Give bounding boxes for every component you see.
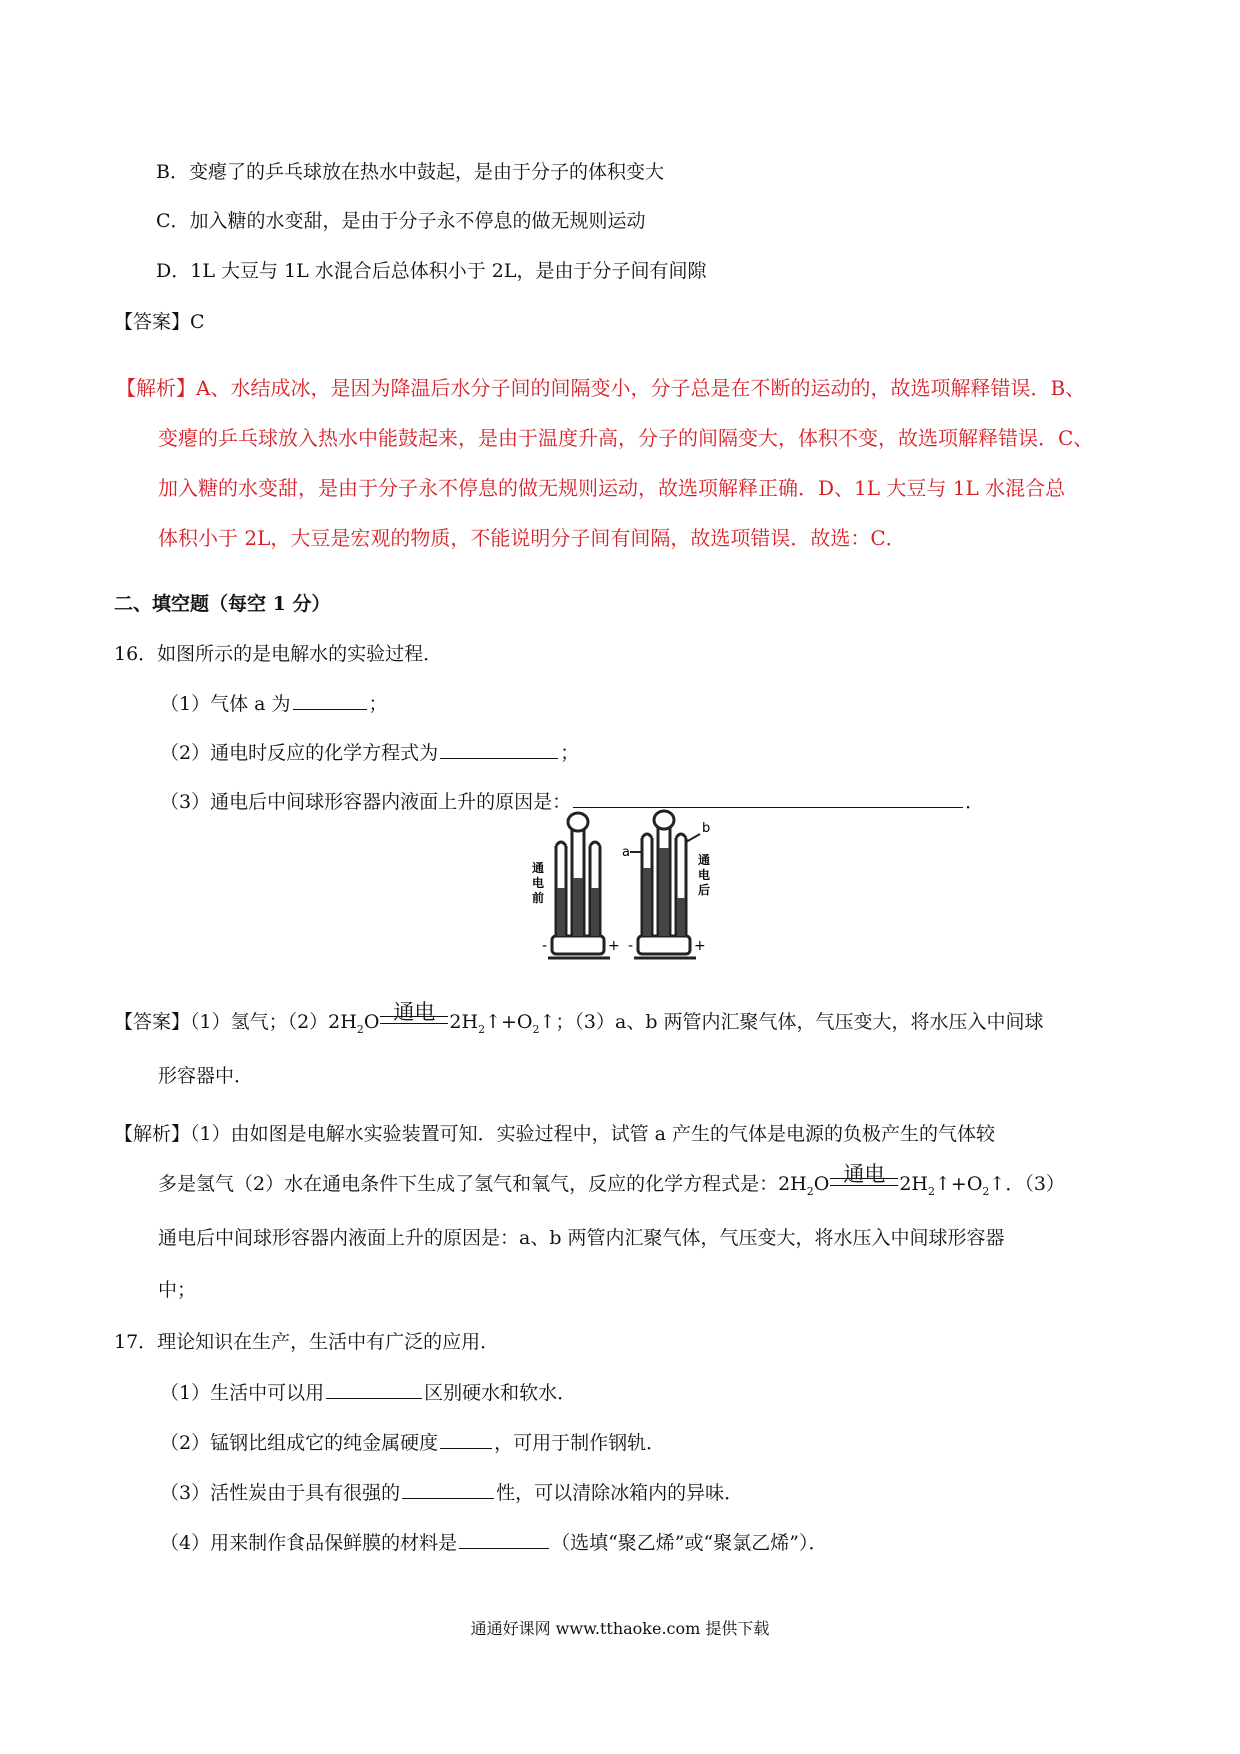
q17-part-3 <box>160 1478 743 1507</box>
option-b: B．变瘪了的乒乓球放在热水中鼓起，是由于分子的体积变大 <box>156 161 664 183</box>
q17-p3-end: 性，可以清除冰箱内的异味． <box>496 1482 744 1504</box>
q16-analysis-sub: 2 <box>806 1184 814 1198</box>
q16-p2-blank[interactable] <box>440 738 558 759</box>
q16-answer-sub: 2 <box>532 1022 540 1036</box>
q16-answer-mid: ↑+O <box>485 1011 533 1033</box>
q16-reaction-condition <box>379 1000 449 1036</box>
q17-part-1 <box>160 1378 576 1407</box>
figure-minus-left: - <box>542 938 548 954</box>
q16-analysis-sub: 2 <box>982 1184 990 1198</box>
figure-label-a: a <box>622 845 630 860</box>
q17-p4-blank[interactable] <box>459 1528 549 1549</box>
q16-answer <box>114 1000 1044 1044</box>
q16-analysis-text: 多是氢气（2）水在通电条件下生成了氢气和氧气，反应的化学方程式是：2H <box>158 1173 807 1195</box>
figure-plus-left: + <box>608 938 620 954</box>
figure-plus-right: + <box>694 938 706 954</box>
q17-p1-end: 区别硬水和软水． <box>424 1382 577 1404</box>
q16-answer-h: 2H <box>449 1011 479 1033</box>
q17-p1-blank[interactable] <box>326 1378 422 1399</box>
q16-p3-end: ． <box>965 791 985 813</box>
q16-analysis-o: O <box>813 1173 830 1195</box>
q17-p3-blank[interactable] <box>402 1478 494 1499</box>
q16-p2-end: ； <box>560 742 580 764</box>
q16-analysis-sub: 2 <box>928 1184 935 1198</box>
q16-analysis-line-3: 通电后中间球形容器内液面上升的原因是：a、b 两管内汇聚气体，气压变大，将水压入中间球形容器 <box>158 1227 1005 1249</box>
q16-answer-o: O <box>363 1011 380 1033</box>
q16-analysis-line-2 <box>158 1162 1065 1206</box>
q16-p1-text: （1）气体 a 为 <box>160 693 291 715</box>
q17-part-2 <box>160 1428 665 1457</box>
q16-p2-text: （2）通电时反应的化学方程式为 <box>160 742 439 764</box>
q16-part-2 <box>160 738 579 767</box>
figure-label-before: 通电前 <box>532 861 545 905</box>
q16-analysis-reaction-condition <box>829 1162 899 1198</box>
analysis-line-4: 体积小于 2L，大豆是宏观的物质，不能说明分子间有间隔，故选项错误．故选：C． <box>158 526 906 550</box>
q17-p3-text: （3）活性炭由于具有很强的 <box>160 1482 401 1504</box>
figure-label-after: 通电后 <box>698 853 711 897</box>
figure-minus-right: - <box>628 938 634 954</box>
q16-p1-end: ； <box>368 693 388 715</box>
q16-p3-blank[interactable] <box>573 787 963 808</box>
q16-p3-text: （3）通电后中间球形容器内液面上升的原因是： <box>160 791 572 813</box>
q17-p2-blank[interactable] <box>440 1428 492 1449</box>
q16-analysis-line-1: 【解析】（1）由如图是电解水实验装置可知．实验过程中，试管 a 产生的气体是电源的负极产生的气体较 <box>114 1123 995 1145</box>
q17-p4-text: （4）用来制作食品保鲜膜的材料是 <box>160 1532 458 1554</box>
answer-label: 【答案】C <box>114 311 205 333</box>
electrolysis-apparatus-figure <box>528 808 718 980</box>
analysis-line-3: 加入糖的水变甜，是由于分子永不停息的做无规则运动，故选项解释正确．D、1L 大豆与 1L 水混合总 <box>158 476 1066 500</box>
q16-analysis-line-4: 中； <box>158 1279 197 1301</box>
q16-answer-end: ↑；（3）a、b 两管内汇聚气体，气压变大，将水压入中间球 <box>539 1011 1044 1033</box>
option-d: D．1L 大豆与 1L 水混合后总体积小于 2L，是由于分子间有间隙 <box>156 260 707 282</box>
analysis-line-1: 【解析】A、水结成冰，是因为降温后水分子间的间隔变小，分子总是在不断的运动的，故选项解释错误．B、 <box>116 376 1086 400</box>
q16-analysis-h: 2H <box>899 1173 928 1195</box>
q17-part-4 <box>160 1528 827 1557</box>
q16-p1-blank[interactable] <box>293 689 367 710</box>
option-c: C．加入糖的水变甜，是由于分子永不停息的做无规则运动 <box>156 210 646 232</box>
q17-p4-end: （选填“聚乙烯”或“聚氯乙烯”）． <box>551 1532 828 1554</box>
q17-p1-text: （1）生活中可以用 <box>160 1382 325 1404</box>
page-footer: 通通好课网 www.tthaoke.com 提供下载 <box>470 1619 770 1638</box>
q16-answer-sub: 2 <box>356 1022 364 1036</box>
q17-stem: 17．理论知识在生产，生活中有广泛的应用． <box>114 1331 500 1353</box>
q16-stem: 16．如图所示的是电解水的实验过程． <box>114 643 443 665</box>
q17-p2-text: （2）锰钢比组成它的纯金属硬度 <box>160 1432 439 1454</box>
reaction-condition-label: 通电 <box>393 1000 436 1024</box>
q16-analysis-end: ↑．（3） <box>989 1173 1065 1195</box>
analysis-line-2: 变瘪的乒乓球放入热水中能鼓起来，是由于温度升高，分子的间隔变大，体积不变，故选项解释错误．C、 <box>158 426 1094 450</box>
q16-analysis-mid: ↑+O <box>935 1173 983 1195</box>
q17-p2-end: ，可用于制作钢轨． <box>494 1432 666 1454</box>
section-title: 二、填空题（每空 1 分） <box>114 593 331 615</box>
q16-answer-sub: 2 <box>478 1022 486 1036</box>
figure-label-b: b <box>702 821 711 836</box>
q16-part-1 <box>160 689 388 718</box>
q16-answer-text: 【答案】（1）氢气；（2）2H <box>114 1011 357 1033</box>
reaction-condition-label: 通电 <box>843 1162 886 1186</box>
q16-answer-line-2: 形容器中． <box>158 1065 254 1087</box>
